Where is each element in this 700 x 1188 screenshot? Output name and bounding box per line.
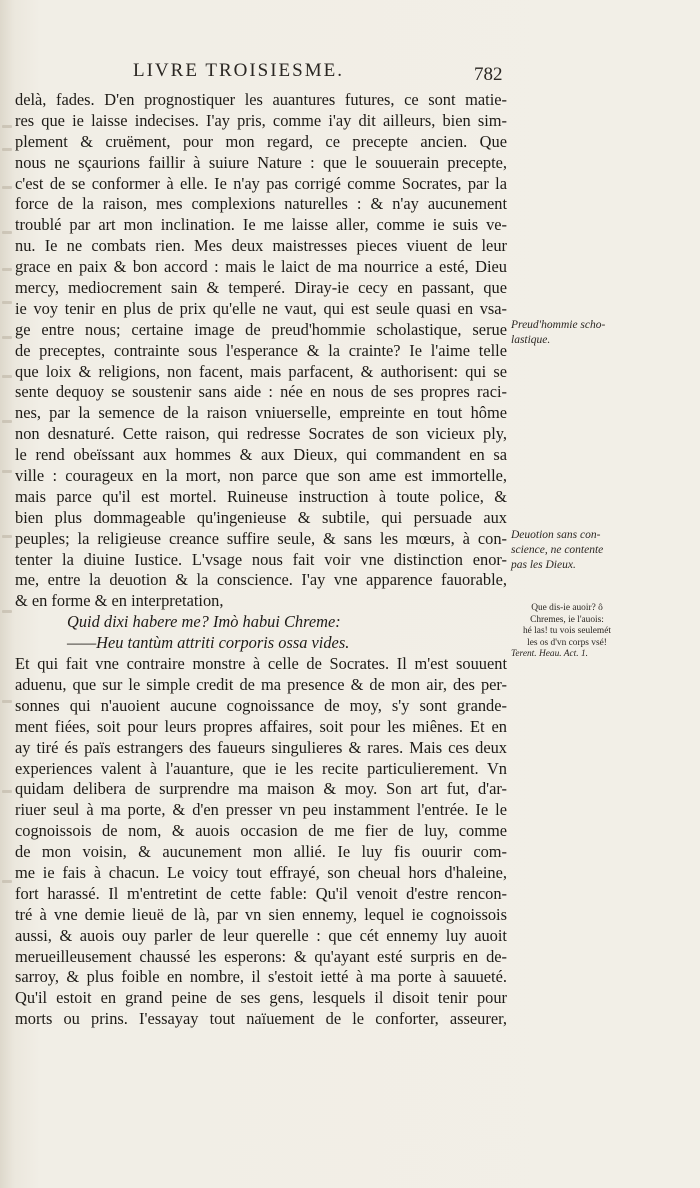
text-line: quidam delibera de surprendre ma maison & moy. Son art fut, d'ar- [15, 779, 507, 799]
text-line: delà, fades. D'en prognostiquer les auantures futures, ce sont matie- [15, 90, 507, 109]
text-line: fort harassé. Il m'entretint de cette fable: Qu'il venoit d'estre rencon- [15, 883, 507, 903]
running-title: LIVRE TROISIESME. [133, 60, 344, 81]
text-line: mercy, mediocrement sain & temperé. Diray-ie cecy en passant, que [15, 278, 507, 298]
text-line: de preceptes, contrainte sous l'esperance & la crainte? Ie l'aime telle [15, 340, 507, 360]
translation-source: Terent. Heau. Act. 1. [511, 649, 588, 660]
text-line: le rend obeïssant aux hommes & aux Dieux, qui commandent en sa [15, 445, 507, 465]
text-line: ie voy tenir en plus de prix qu'elle ne vaut, qui est seule quasi en vsa- [15, 298, 507, 318]
text-line: peuples; la religieuse creance suffire seule, & sans les mœurs, à con- [15, 528, 507, 548]
text-line: ville : courageux en la mort, non parce que son ame est immortelle, [15, 466, 507, 486]
text-line: nu. Ie ne combats rien. Mes deux maistresses pieces viuent de leur [15, 236, 507, 256]
text-line: experiences valent à l'auanture, que ie les recite particulierement. Vn [15, 758, 507, 778]
page-number: 782 [474, 64, 503, 85]
margin-note-line: pas les Dieux. [511, 559, 576, 571]
text-line: aussi, & auois ouy parler de leur querelle : que cét ennemy luy auoit [15, 925, 507, 945]
text-line: que loix & religions, non facent, mais parfacent, & authorisent: qui se [15, 361, 507, 381]
text-line: riuer seul à ma porte, & d'en presser vn peu instamment l'entrée. Ie le [15, 800, 507, 820]
translation-line: Chremes, ie l'auois: [530, 614, 604, 625]
text-line: ge entre nous; certaine image de preud'hommie scholastique, serue [15, 319, 507, 339]
text-line: plement & cruëment, pour mon regard, ce precepte ancien. Que [15, 131, 507, 151]
text-line: & en forme & en interpretation, [15, 591, 224, 611]
translation-line: Que dis-ie auoir? ô [531, 603, 603, 613]
text-line: de mon voisin, & aucunement mon allié. Ie luy fis ouurir com- [15, 842, 507, 862]
margin-note-line: Preud'hommie scho- [511, 319, 606, 331]
text-line: tenter la diuine Iustice. L'vsage nous fait voir vne distinction enor- [15, 549, 507, 569]
text-line: bien plus dommageable qu'ingenieuse & subtile, qui persuade aux [15, 507, 507, 527]
text-line: non desnaturé. Cette raison, qui redresse Socrates de son vicieux ply, [15, 424, 507, 444]
text-line: merueilleusement chaussé les esperons: & qu'ayant esté surpris en de- [15, 946, 507, 966]
text-line: aduenu, que sur le simple credit de ma presence & de mon air, des per- [15, 674, 507, 694]
text-line: ment fiées, soit pour leurs propres affaires, soit pour les miênes. Et en [15, 716, 507, 736]
margin-note-preudhommie [511, 318, 605, 348]
main-text [15, 90, 507, 1030]
text-line: Qu'il estoit en grand peine de ses gens, lesquels il disoit tenir pour [15, 988, 507, 1008]
translation-line: les os d'vn corps vsé! [527, 637, 607, 648]
text-line: c'est de se conformer à elle. Ie n'ay pas corrigé comme Socrates, par la [15, 173, 507, 193]
text-line: me, entre la deuotion & la conscience. I'ay vne apparence fauorable, [15, 570, 507, 590]
text-line: sente dequoy se soustenir sans aide : née en nous de ses propres raci- [15, 382, 507, 402]
text-line: me ie fais à chacun. Le voicy tout effrayé, son cheual hors d'haleine, [15, 862, 507, 882]
margin-note-line: science, ne contente [511, 544, 604, 556]
text-line: troublé par art mon inclination. Ie me laisse aller, comme ie suis ve- [15, 215, 507, 235]
margin-note-deuotion [511, 528, 603, 573]
translation-line: hé las! tu vois seulemét [522, 626, 611, 637]
text-line: sarroy, & plus foible en nombre, il s'estoit ietté à ma porte à sauueté. [15, 967, 507, 987]
text-line: nes, par la semence de la raison vniuerselle, empreinte en tout hôme [15, 403, 507, 423]
text-line: mais parce qu'il est mortel. Ruineuse instruction à toute police, & [15, 486, 507, 506]
text-line: Et qui fait vne contraire monstre à celle de Socrates. Il m'est souuent [15, 654, 507, 674]
verse-line: ——Heu tantùm attriti corporis ossa vides. [67, 633, 350, 653]
margin-note-line: lastique. [511, 334, 551, 346]
text-line: ay tiré és païs estrangers des faueurs singulieres & rares. Mais ces deux [15, 737, 507, 757]
text-line: tré à vne demie lieuë de là, par vn sien ennemy, lequel ie cognoissois [15, 904, 507, 924]
margin-note-line: Deuotion sans con- [511, 529, 601, 541]
text-line: sonnes qui n'auoient aucune cognoissance de moy, s'y sont grande- [15, 695, 507, 715]
text-line: morts ou prins. I'essayay tout naïuement de le conforter, asseurer, [15, 1009, 507, 1029]
margin-translation [511, 603, 623, 661]
text-line: cognoissois de nom, & auois occasion de me fier de luy, comme [15, 821, 507, 841]
text-line: grace en paix & bon accord : mais le laict de ma nourrice a esté, Dieu [15, 257, 507, 277]
text-line: nous ne sçaurions faillir à suiure Nature : que le souuerain precepte, [15, 152, 507, 172]
text-line: force de la raison, mes complexions naturelles : & n'ay aucunement [15, 194, 507, 214]
verse-line: Quid dixi habere me? Imò habui Chreme: [67, 612, 341, 632]
text-line: res que ie laisse indecises. I'ay pris, comme i'ay dit ailleurs, bien sim- [15, 110, 507, 130]
